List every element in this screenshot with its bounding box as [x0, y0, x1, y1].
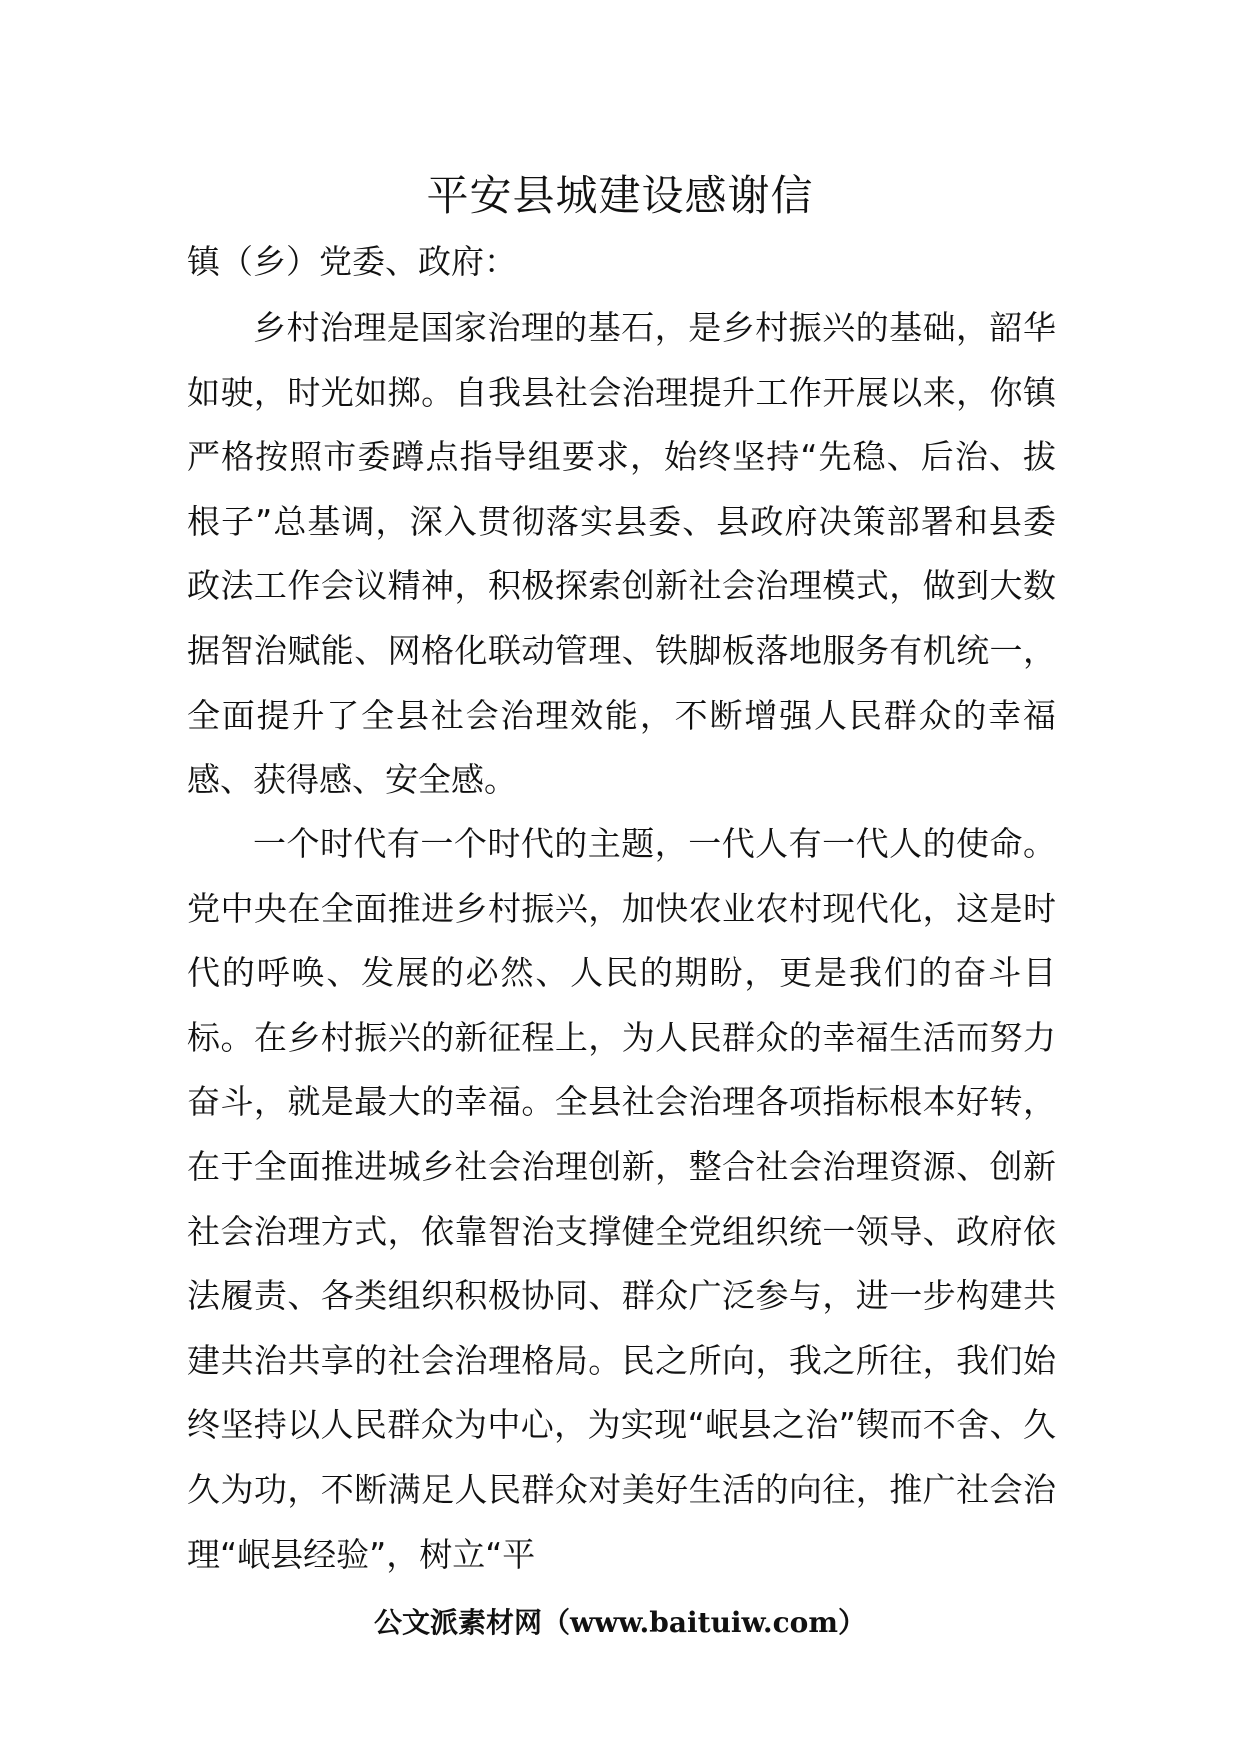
salutation: 镇（乡）党委、政府：	[187, 242, 517, 281]
footer-watermark: 公文派素材网（www.baituiw.com）	[374, 1606, 866, 1639]
body-paragraph-2: 一个时代有一个时代的主题，一代人有一代人的使命。党中央在全面推进乡村振兴，加快农业农村现代化，这是时代的呼唤、发展的必然、人民的期盼，更是我们的奋斗目标。在乡村振兴的新征程上，为人民群众的幸福生活而努力奋斗，就是最大的幸福。全县社会治理各项指标根本好转，在于全面推进城乡社会治理创新，整合社会治理资源、创新社会治理方式，依靠智治支撑健全党组织统一领导、政府依法履责、各类组织积极协同、群众广泛参与，进一步构建共建共治共享的社会治理格局。民之所向，我之所往，我们始终坚持以人民群众为中心，为实现“岷县之治”锲而不舍、久久为功，不断满足人民群众对美好生活的向往，推广社会治理“岷县经验”，树立“平	[187, 824, 1056, 1574]
body-paragraph-1: 乡村治理是国家治理的基石，是乡村振兴的基础，韶华如驶，时光如掷。自我县社会治理提升工作开展以来，你镇严格按照市委蹲点指导组要求，始终坚持“先稳、后治、拔根子”总基调，深入贯彻落实县委、县政府决策部署和县委政法工作会议精神，积极探索创新社会治理模式，做到大数据智治赋能、网格化联动管理、铁脚板落地服务有机统一，全面提升了全县社会治理效能，不断增强人民群众的幸福感、获得感、安全感。	[187, 308, 1056, 800]
document-title: 平安县城建设感谢信	[426, 171, 814, 220]
